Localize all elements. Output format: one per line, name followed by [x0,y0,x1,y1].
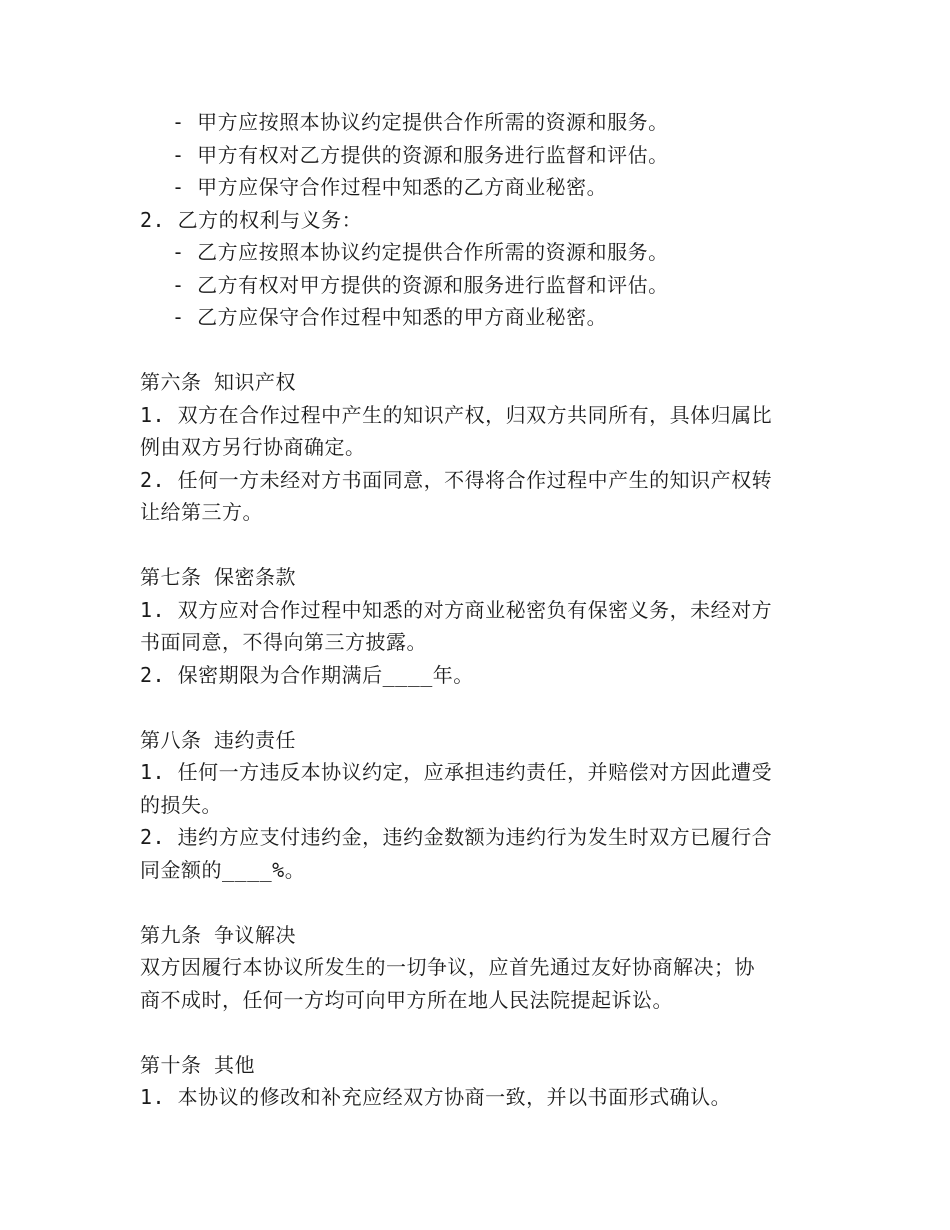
section-title: 第九条 争议解决 [140,922,297,947]
paragraph-line: 2. 任何一方未经对方书面同意，不得将合作过程中产生的知识产权转 [140,467,773,492]
paragraph-gap [140,334,820,367]
section-title: 第八条 违约责任 [140,727,297,752]
section-title: 第七条 保密条款 [140,565,297,589]
list-item: - 甲方应按照本协议约定提供合作所需的资源和服务。 [172,110,669,134]
section-title: 第十条 其他 [140,1052,256,1077]
paragraph-line: 让给第三方。 [140,500,263,524]
paragraph-gap [140,1016,820,1049]
section-title: 第六条 知识产权 [140,370,297,394]
paragraph-line: 2. 保密期限为合作期满后____年。 [140,662,474,687]
paragraph-line: 1. 本协议的修改和补充应经双方协商一致，并以书面形式确认。 [140,1085,732,1109]
paragraph-line: 商不成时，任何一方均可向甲方所在地人民法院提起诉讼。 [140,987,673,1012]
paragraph-line: 1. 任何一方违反本协议约定，应承担违约责任，并赔偿对方因此遭受 [140,760,773,784]
list-item: - 乙方应保守合作过程中知悉的甲方商业秘密。 [172,305,608,329]
list-item: - 乙方有权对甲方提供的资源和服务进行监督和评估。 [172,272,669,297]
paragraph-line: 1. 双方在合作过程中产生的知识产权，归双方共同所有，具体归属比 [140,402,773,427]
paragraph-gap [140,886,820,919]
paragraph-line: 2. 违约方应支付违约金，违约金数额为违约行为发生时双方已履行合 [140,825,773,849]
list-item: - 甲方应保守合作过程中知悉的乙方商业秘密。 [172,175,608,199]
party-b-heading: 2. 乙方的权利与义务： [140,207,363,232]
paragraph-gap [140,529,820,562]
paragraph-line: 的损失。 [140,792,222,817]
list-item: - 甲方有权对乙方提供的资源和服务进行监督和评估。 [172,142,669,167]
list-item: - 乙方应按照本协议约定提供合作所需的资源和服务。 [172,240,669,264]
paragraph-line: 同金额的____%。 [140,857,306,882]
paragraph-line: 1. 双方应对合作过程中知悉的对方商业秘密负有保密义务，未经对方 [140,597,773,622]
paragraph-line: 例由双方另行协商确定。 [140,435,366,459]
paragraph-gap [140,691,820,724]
paragraph-line: 书面同意，不得向第三方披露。 [140,630,427,654]
paragraph-line: 双方因履行本协议所发生的一切争议，应首先通过友好协商解决；协 [140,955,755,979]
document-page [140,106,820,1114]
